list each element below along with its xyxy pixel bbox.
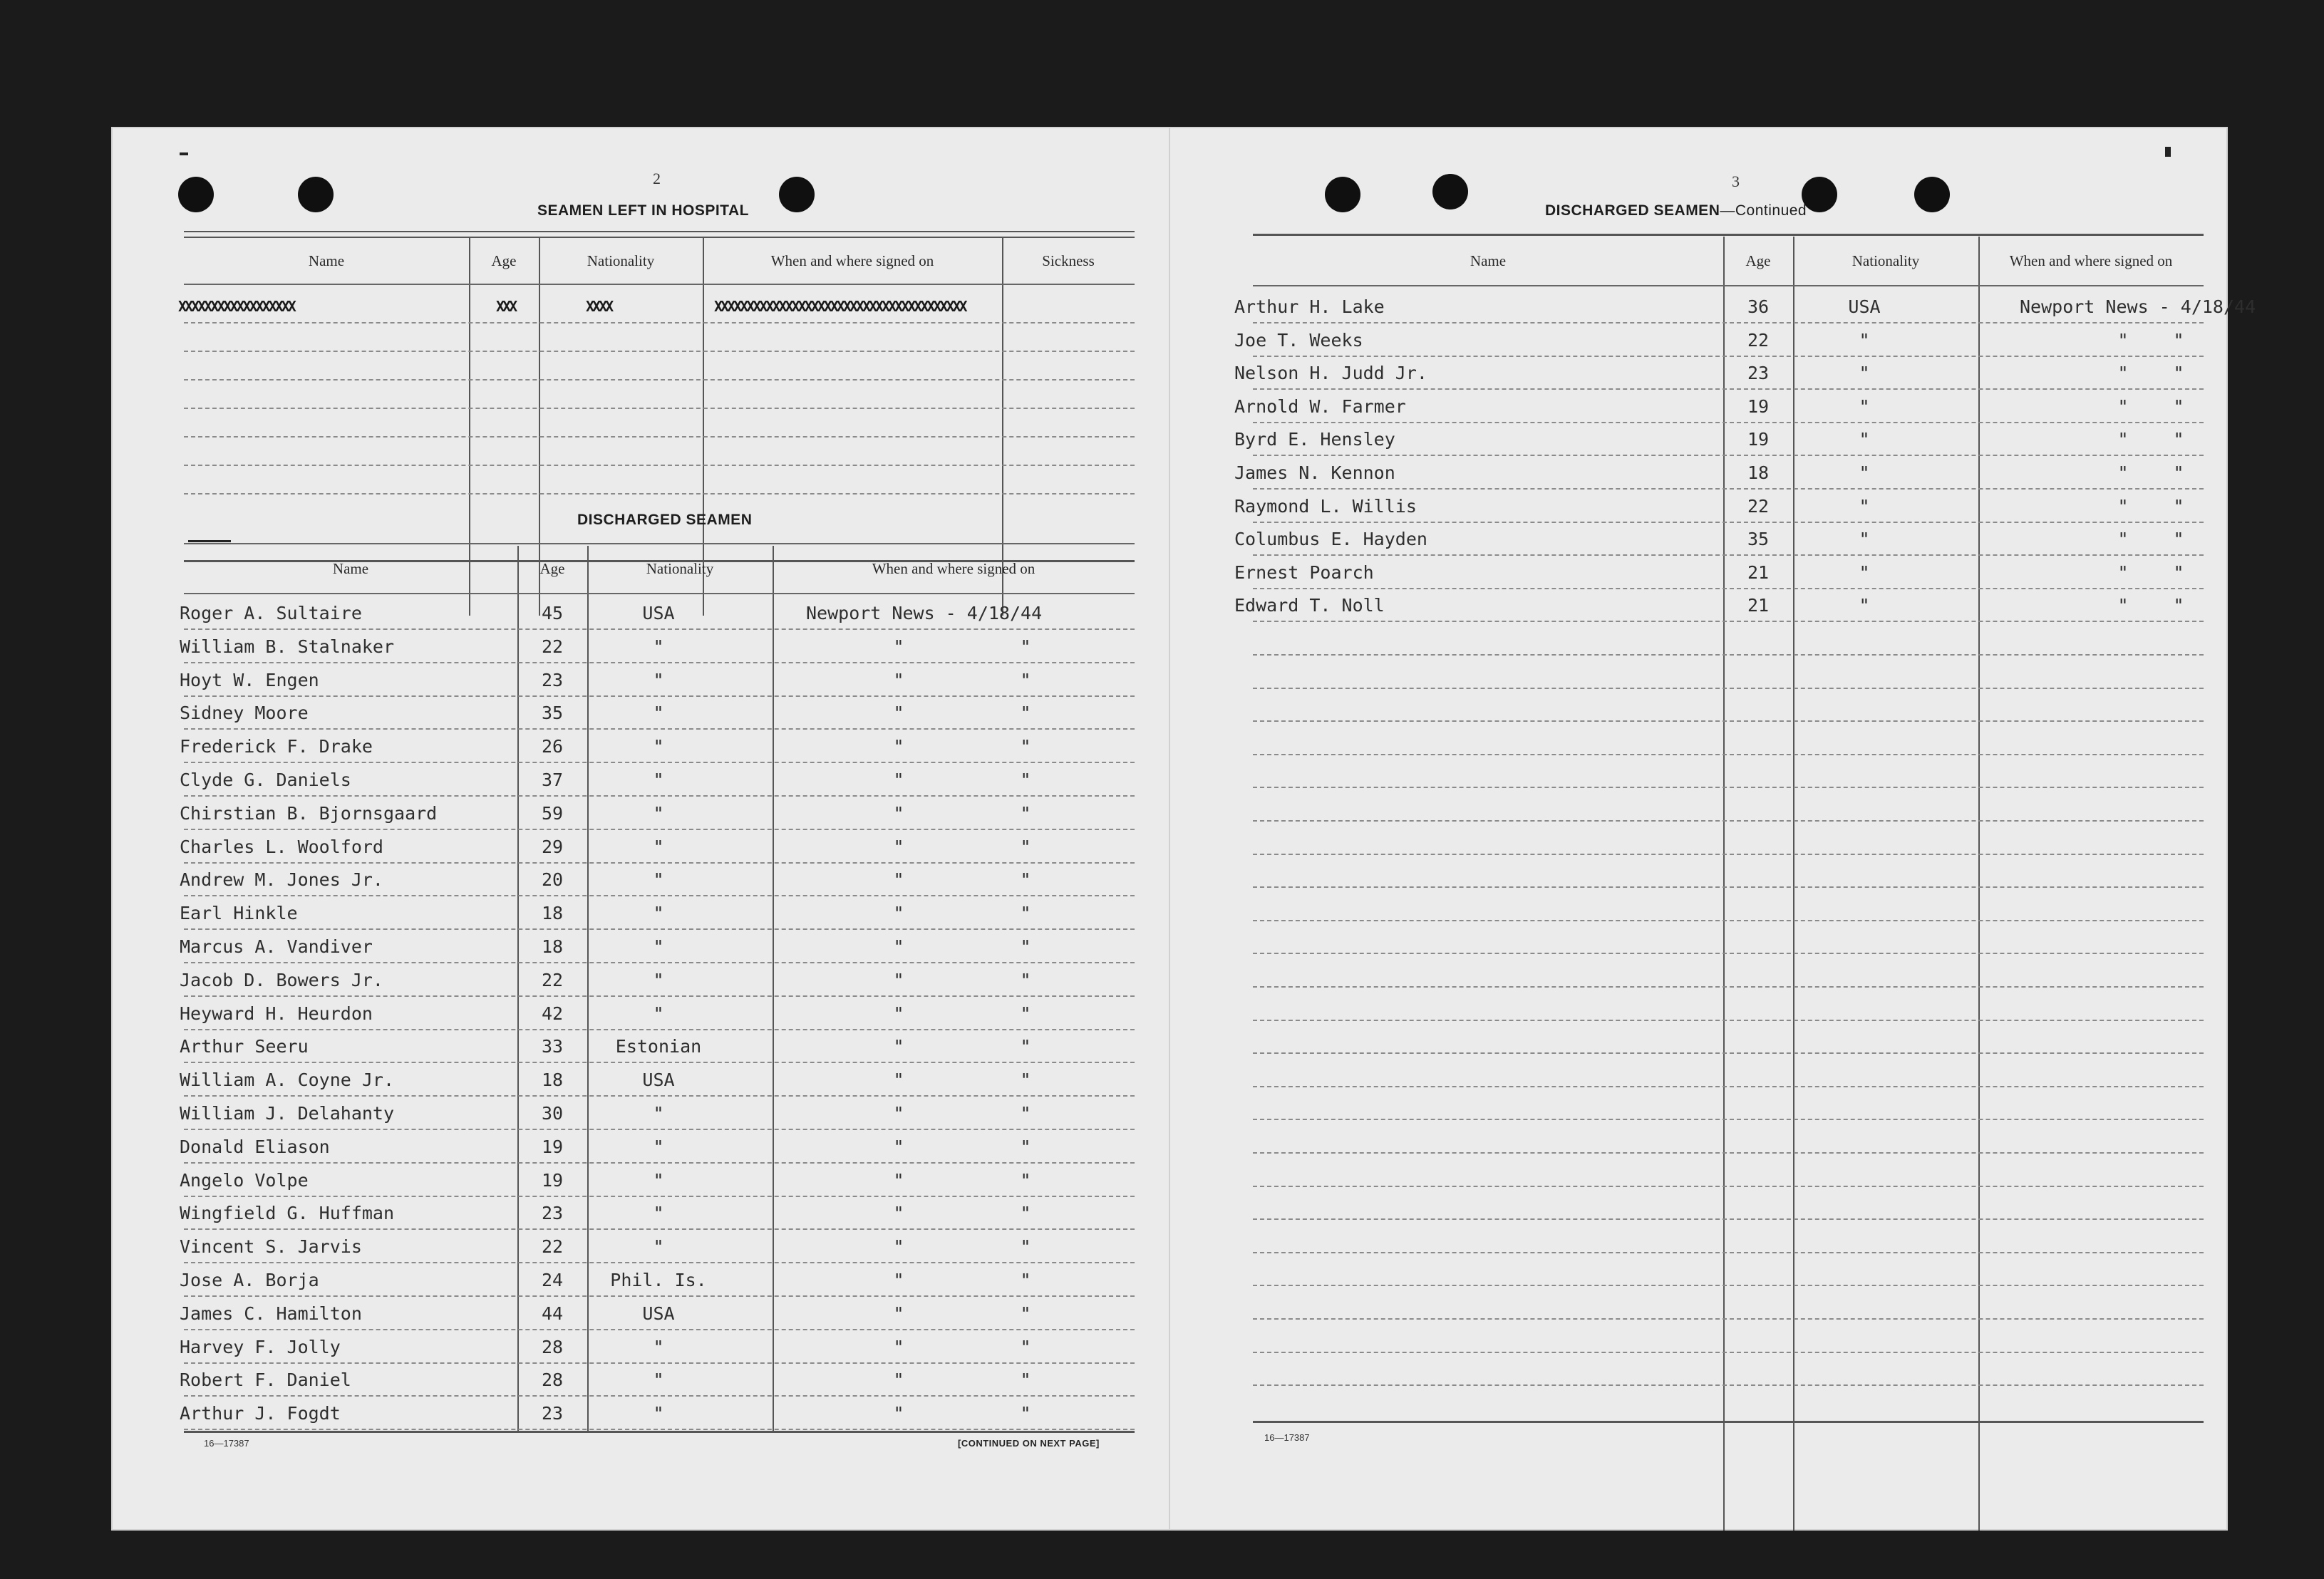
left-page (111, 127, 1169, 1531)
seaman-age: 22 (541, 970, 564, 990)
binder-hole (298, 177, 334, 212)
seaman-age: 26 (541, 736, 564, 757)
seaman-date-ditto: " (1020, 1270, 1031, 1290)
seaman-date-ditto: " (2173, 496, 2184, 517)
seaman-nationality: " (653, 1103, 664, 1124)
seaman-age: 35 (1747, 529, 1770, 549)
row-line (184, 1295, 1135, 1297)
seaman-signed-on-ditto: " (2117, 496, 2129, 517)
rule-mark (188, 540, 231, 542)
row-line (1253, 1384, 2204, 1386)
seaman-name: Roger A. Sultaire (180, 603, 362, 623)
seaman-name: Robert F. Daniel (180, 1370, 351, 1390)
seaman-nationality: " (653, 770, 664, 790)
row-line (184, 928, 1135, 930)
seaman-nationality: " (653, 1170, 664, 1191)
seaman-nationality: Estonian (615, 1036, 702, 1057)
row-line (1253, 1119, 2204, 1120)
binder-hole (1325, 177, 1360, 212)
row-line (1253, 554, 2204, 556)
seaman-name: Joe T. Weeks (1234, 330, 1363, 351)
row-line (1253, 356, 2204, 357)
seaman-date-ditto: " (2173, 396, 2184, 417)
ink-mark (180, 152, 188, 155)
seaman-name: Arnold W. Farmer (1234, 396, 1406, 417)
seaman-date-ditto: " (2173, 529, 2184, 549)
seaman-nationality: " (653, 1236, 664, 1257)
seaman-nationality: " (653, 970, 664, 990)
row-line (1253, 1252, 2204, 1253)
rule (184, 593, 1135, 594)
seaman-name: Columbus E. Hayden (1234, 529, 1427, 549)
seaman-signed-on-ditto: " (893, 1403, 904, 1424)
section-title-text: DISCHARGED SEAMEN (1545, 202, 1720, 219)
seaman-date-ditto: " (2173, 429, 2184, 450)
seaman-name: James N. Kennon (1234, 462, 1395, 483)
row-line (1253, 621, 2204, 622)
seaman-name: Clyde G. Daniels (180, 770, 351, 790)
rule (184, 284, 1135, 285)
redacted-name: XXXXXXXXXXXXXXXXXX (178, 298, 294, 314)
rule (1253, 1421, 2204, 1423)
binder-hole (1802, 177, 1837, 212)
row-line (1253, 986, 2204, 988)
seaman-date-ditto: " (1020, 1003, 1031, 1024)
seaman-age: 24 (541, 1270, 564, 1290)
seaman-age: 22 (541, 636, 564, 657)
col-divider (773, 546, 774, 1431)
seaman-name: Andrew M. Jones Jr. (180, 869, 383, 890)
seaman-age: 30 (541, 1103, 564, 1124)
seaman-nationality: " (653, 636, 664, 657)
seaman-age: 19 (541, 1170, 564, 1191)
row-line (1253, 1285, 2204, 1286)
continued-note: [CONTINUED ON NEXT PAGE] (958, 1438, 1100, 1449)
row-line (1253, 488, 2204, 490)
seaman-signed-on-ditto: " (893, 837, 904, 857)
rule (184, 231, 1135, 238)
seaman-signed-on: Newport News - 4/18/44 (806, 603, 1043, 623)
rule (184, 543, 1135, 544)
seaman-age: 28 (541, 1370, 564, 1390)
seaman-date-ditto: " (1020, 803, 1031, 824)
seaman-date-ditto: " (1020, 636, 1031, 657)
row-line (184, 862, 1135, 864)
seaman-age: 19 (1747, 396, 1770, 417)
form-number: 16—17387 (1264, 1432, 1310, 1443)
seaman-age: 18 (541, 1070, 564, 1090)
seaman-name: Jose A. Borja (180, 1270, 319, 1290)
column-header: Nationality (1852, 252, 1920, 269)
row-line (184, 1029, 1135, 1030)
column-header: Name (332, 560, 369, 577)
col-divider (539, 237, 540, 616)
seaman-age: 36 (1747, 296, 1770, 317)
seaman-age: 23 (1747, 363, 1770, 383)
column-header: Nationality (646, 560, 714, 577)
row-line (1253, 820, 2204, 822)
seaman-signed-on-ditto: " (893, 1170, 904, 1191)
seaman-age: 59 (541, 803, 564, 824)
col-divider (703, 237, 704, 616)
right-page (1170, 127, 2256, 1531)
row-line (184, 408, 1135, 409)
column-header: When and where signed on (2009, 252, 2173, 269)
seaman-signed-on-ditto: " (893, 903, 904, 923)
seaman-name: Hoyt W. Engen (180, 670, 319, 690)
seaman-age: 23 (541, 670, 564, 690)
seaman-signed-on-ditto: " (2117, 529, 2129, 549)
row-line (1253, 455, 2204, 456)
seaman-date-ditto: " (1020, 703, 1031, 723)
seaman-name: Harvey F. Jolly (180, 1337, 341, 1357)
seaman-signed-on-ditto: " (893, 1103, 904, 1124)
seaman-signed-on-ditto: " (2117, 363, 2129, 383)
seaman-name: Frederick F. Drake (180, 736, 373, 757)
seaman-nationality: " (653, 1403, 664, 1424)
row-line (1253, 886, 2204, 888)
row-line (1253, 654, 2204, 656)
seaman-signed-on-ditto: " (893, 803, 904, 824)
row-line (184, 728, 1135, 730)
seaman-signed-on-ditto: " (893, 1203, 904, 1223)
document-sheet (111, 127, 2256, 1531)
row-line (184, 1095, 1135, 1097)
seaman-signed-on-ditto: " (893, 636, 904, 657)
seaman-name: Arthur H. Lake (1234, 296, 1385, 317)
seaman-nationality: USA (1848, 296, 1881, 317)
seaman-nationality: " (653, 1137, 664, 1157)
row-line (184, 695, 1135, 697)
row-line (1253, 1152, 2204, 1154)
row-line (184, 1429, 1135, 1430)
seaman-signed-on-ditto: " (2117, 462, 2129, 483)
seaman-date-ditto: " (1020, 770, 1031, 790)
seaman-name: Heyward H. Heurdon (180, 1003, 373, 1024)
seaman-name: Sidney Moore (180, 703, 309, 723)
seaman-date-ditto: " (1020, 837, 1031, 857)
seaman-date-ditto: " (1020, 1103, 1031, 1124)
seaman-name: James C. Hamilton (180, 1303, 362, 1324)
seaman-nationality: " (653, 837, 664, 857)
column-header: When and where signed on (872, 560, 1036, 577)
row-line (184, 1062, 1135, 1063)
row-line (1253, 1186, 2204, 1187)
seaman-date-ditto: " (2173, 595, 2184, 616)
seaman-signed-on-ditto: " (2117, 330, 2129, 351)
seaman-nationality: " (653, 1370, 664, 1390)
seaman-age: 23 (541, 1203, 564, 1223)
seaman-date-ditto: " (2173, 330, 2184, 351)
column-header: Age (491, 252, 517, 269)
seaman-signed-on-ditto: " (2117, 595, 2129, 616)
row-line (184, 1196, 1135, 1197)
row-line (1253, 1020, 2204, 1021)
row-line (1253, 754, 2204, 755)
seaman-name: Donald Eliason (180, 1137, 330, 1157)
seaman-date-ditto: " (1020, 1403, 1031, 1424)
seaman-age: 22 (1747, 496, 1770, 517)
seaman-age: 22 (541, 1236, 564, 1257)
seaman-age: 35 (541, 703, 564, 723)
seaman-age: 29 (541, 837, 564, 857)
seaman-nationality: " (1859, 429, 1870, 450)
page-number: 3 (1732, 172, 1740, 190)
seaman-age: 45 (541, 603, 564, 623)
seaman-date-ditto: " (1020, 903, 1031, 923)
row-line (184, 962, 1135, 963)
seaman-age: 18 (1747, 462, 1770, 483)
page-number: 2 (653, 170, 661, 187)
seaman-signed-on-ditto: " (893, 770, 904, 790)
seaman-age: 33 (541, 1036, 564, 1057)
seaman-nationality: " (1859, 462, 1870, 483)
seaman-nationality: " (1859, 595, 1870, 616)
row-line (1253, 1218, 2204, 1220)
seaman-name: Arthur J. Fogdt (180, 1403, 341, 1424)
row-line (184, 1228, 1135, 1230)
seaman-name: Earl Hinkle (180, 903, 298, 923)
seaman-nationality: USA (642, 603, 675, 623)
binder-hole (1914, 177, 1950, 212)
row-line (184, 1262, 1135, 1263)
seaman-date-ditto: " (2173, 462, 2184, 483)
seaman-name: Angelo Volpe (180, 1170, 309, 1191)
seaman-age: 37 (541, 770, 564, 790)
seaman-date-ditto: " (1020, 1203, 1031, 1223)
seaman-age: 19 (541, 1137, 564, 1157)
seaman-date-ditto: " (1020, 1337, 1031, 1357)
seaman-signed-on-ditto: " (893, 869, 904, 890)
seaman-date-ditto: " (1020, 1170, 1031, 1191)
seaman-name: Raymond L. Willis (1234, 496, 1417, 517)
row-line (1253, 854, 2204, 855)
seaman-signed-on-ditto: " (893, 670, 904, 690)
row-line (184, 1129, 1135, 1130)
hospital-section-title: SEAMEN LEFT IN HOSPITAL (537, 202, 749, 219)
seaman-age: 19 (1747, 429, 1770, 450)
seaman-nationality: " (653, 703, 664, 723)
seaman-signed-on: Newport News - 4/18/44 (2020, 296, 2256, 317)
seaman-date-ditto: " (2173, 363, 2184, 383)
col-divider (469, 237, 470, 616)
col-divider (1978, 237, 1980, 1531)
seaman-nationality: " (1859, 363, 1870, 383)
seaman-nationality: " (1859, 396, 1870, 417)
seaman-nationality: " (653, 903, 664, 923)
row-line (184, 995, 1135, 997)
seaman-nationality: " (653, 869, 664, 890)
row-line (184, 493, 1135, 495)
seaman-name: Vincent S. Jarvis (180, 1236, 362, 1257)
row-line (1253, 522, 2204, 523)
seaman-age: 18 (541, 936, 564, 957)
row-line (1253, 787, 2204, 788)
seaman-signed-on-ditto: " (2117, 562, 2129, 583)
seaman-date-ditto: " (2173, 562, 2184, 583)
row-line (184, 351, 1135, 352)
form-number: 16—17387 (204, 1438, 249, 1449)
row-line (1253, 322, 2204, 323)
seaman-signed-on-ditto: " (893, 1137, 904, 1157)
row-line (184, 829, 1135, 830)
row-line (184, 795, 1135, 797)
seaman-name: Chirstian B. Bjornsgaard (180, 803, 438, 824)
row-line (184, 1329, 1135, 1330)
redacted-nationality: XXXX (586, 298, 612, 314)
row-line (184, 762, 1135, 763)
row-line (1253, 422, 2204, 423)
seaman-nationality: " (1859, 330, 1870, 351)
col-divider (1002, 237, 1003, 616)
seaman-name: Marcus A. Vandiver (180, 936, 373, 957)
seaman-signed-on-ditto: " (2117, 429, 2129, 450)
seaman-name: Byrd E. Hensley (1234, 429, 1395, 450)
seaman-signed-on-ditto: " (893, 970, 904, 990)
seaman-date-ditto: " (1020, 1070, 1031, 1090)
redacted-signed-on: XXXXXXXXXXXXXXXXXXXXXXXXXXXXXXXXXXXXXXX (714, 298, 966, 314)
binder-hole (1432, 174, 1468, 209)
seaman-date-ditto: " (1020, 1303, 1031, 1324)
seaman-nationality: " (653, 670, 664, 690)
seaman-nationality: " (1859, 496, 1870, 517)
seaman-signed-on-ditto: " (893, 1003, 904, 1024)
seaman-nationality: USA (642, 1303, 675, 1324)
row-line (184, 1362, 1135, 1364)
row-line (184, 322, 1135, 323)
seaman-age: 44 (541, 1303, 564, 1324)
seaman-age: 28 (541, 1337, 564, 1357)
seaman-nationality: Phil. Is. (610, 1270, 707, 1290)
seaman-name: Wingfield G. Huffman (180, 1203, 395, 1223)
section-title-suffix: —Continued (1720, 202, 1807, 219)
seaman-nationality: " (653, 1337, 664, 1357)
column-header: Age (539, 560, 565, 577)
seaman-date-ditto: " (1020, 869, 1031, 890)
seaman-name: William B. Stalnaker (180, 636, 395, 657)
seaman-signed-on-ditto: " (893, 1303, 904, 1324)
redacted-age: XXX (496, 298, 516, 314)
row-line (1253, 920, 2204, 921)
row-line (184, 662, 1135, 663)
seaman-nationality: " (653, 1003, 664, 1024)
seaman-nationality: " (1859, 562, 1870, 583)
column-header: Name (308, 252, 345, 269)
row-line (1253, 1086, 2204, 1087)
seaman-age: 21 (1747, 595, 1770, 616)
seaman-nationality: " (653, 936, 664, 957)
seaman-name: Charles L. Woolford (180, 837, 383, 857)
ink-mark (2165, 147, 2171, 157)
seaman-signed-on-ditto: " (893, 1036, 904, 1057)
seaman-date-ditto: " (1020, 1137, 1031, 1157)
seaman-age: 18 (541, 903, 564, 923)
row-line (184, 436, 1135, 438)
row-line (1253, 1052, 2204, 1054)
seaman-signed-on-ditto: " (893, 936, 904, 957)
seaman-signed-on-ditto: " (893, 1270, 904, 1290)
seaman-age: 23 (541, 1403, 564, 1424)
seaman-name: Arthur Seeru (180, 1036, 309, 1057)
seaman-signed-on-ditto: " (893, 1070, 904, 1090)
seaman-nationality: " (653, 803, 664, 824)
continued-section-title (1545, 202, 1807, 219)
seaman-signed-on-ditto: " (893, 1370, 904, 1390)
rule (184, 1431, 1135, 1433)
seaman-date-ditto: " (1020, 936, 1031, 957)
seaman-name: Ernest Poarch (1234, 562, 1374, 583)
seaman-signed-on-ditto: " (893, 703, 904, 723)
seaman-age: 20 (541, 869, 564, 890)
row-line (184, 895, 1135, 896)
seaman-date-ditto: " (1020, 970, 1031, 990)
seaman-name: William A. Coyne Jr. (180, 1070, 395, 1090)
seaman-date-ditto: " (1020, 736, 1031, 757)
column-header: Age (1745, 252, 1771, 269)
seaman-signed-on-ditto: " (893, 1337, 904, 1357)
row-line (184, 1162, 1135, 1164)
row-line (1253, 1318, 2204, 1320)
row-line (184, 379, 1135, 380)
seaman-date-ditto: " (1020, 670, 1031, 690)
seaman-name: Edward T. Noll (1234, 595, 1385, 616)
seaman-age: 42 (541, 1003, 564, 1024)
seaman-signed-on-ditto: " (893, 736, 904, 757)
row-line (1253, 720, 2204, 722)
seaman-date-ditto: " (1020, 1036, 1031, 1057)
seaman-nationality: USA (642, 1070, 675, 1090)
seaman-age: 22 (1747, 330, 1770, 351)
column-header: Sickness (1042, 252, 1095, 269)
seaman-nationality: " (653, 1203, 664, 1223)
row-line (1253, 588, 2204, 589)
row-line (184, 1395, 1135, 1397)
column-header: Name (1470, 252, 1507, 269)
seaman-date-ditto: " (1020, 1370, 1031, 1390)
rule (1253, 234, 2204, 236)
seaman-age: 21 (1747, 562, 1770, 583)
column-header: When and where signed on (770, 252, 934, 269)
seaman-signed-on-ditto: " (893, 1236, 904, 1257)
row-line (1253, 688, 2204, 689)
seaman-name: Nelson H. Judd Jr. (1234, 363, 1427, 383)
seaman-nationality: " (653, 736, 664, 757)
row-line (1253, 953, 2204, 954)
binder-hole (178, 177, 214, 212)
binder-hole (779, 177, 815, 212)
seaman-name: Jacob D. Bowers Jr. (180, 970, 383, 990)
row-line (184, 465, 1135, 466)
rule (1253, 285, 2204, 286)
seaman-name: William J. Delahanty (180, 1103, 395, 1124)
seaman-signed-on-ditto: " (2117, 396, 2129, 417)
row-line (1253, 388, 2204, 390)
row-line (1253, 1352, 2204, 1353)
column-header: Nationality (587, 252, 655, 269)
row-line (184, 628, 1135, 630)
seaman-nationality: " (1859, 529, 1870, 549)
seaman-date-ditto: " (1020, 1236, 1031, 1257)
discharged-section-title: DISCHARGED SEAMEN (577, 512, 753, 528)
